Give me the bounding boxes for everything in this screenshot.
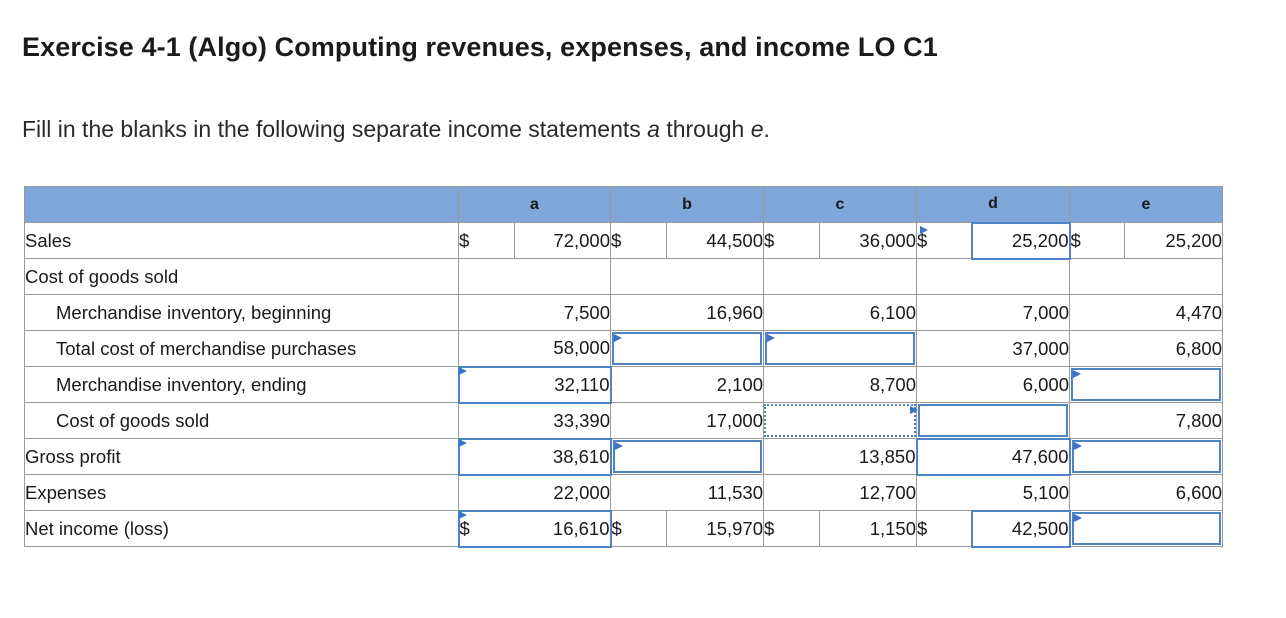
answer-flag-icon [459,367,467,375]
input-gross-profit-b[interactable] [611,439,764,475]
cell-inv-begin-b: 16,960 [611,295,764,331]
currency-sign: $ [611,511,667,547]
row-label: Merchandise inventory, beginning [25,295,459,331]
cell-purchases-e: 6,800 [1070,331,1223,367]
currency-sign: $ [611,223,667,259]
income-statements-table [24,186,1223,548]
row-label: Sales [25,223,459,259]
cell-gross-profit-c: 13,850 [764,439,917,475]
header-row [25,187,1223,223]
currency-sign: $ [917,511,972,547]
answer-flag-icon [614,334,622,342]
cell-inv-begin-c: 6,100 [764,295,917,331]
cell-inv-end-d: 6,000 [917,367,1070,403]
answer-flag-icon [1074,442,1082,450]
column-header-b: b [611,187,764,223]
row-inventory-beginning [25,295,1223,331]
cell-net-income-c: 1,150 [820,511,917,547]
cell-net-income-b: 15,970 [667,511,764,547]
cell-gross-profit-d[interactable]: 47,600 [917,439,1070,475]
answer-flag-icon [615,442,623,450]
cell-cogs-e: 7,800 [1070,403,1223,439]
cell-sales-a: 72,000 [515,223,611,259]
input-inv-end-e[interactable] [1070,367,1223,403]
input-gross-profit-e[interactable] [1070,439,1223,475]
cell-sales-c: 36,000 [820,223,917,259]
cell-expenses-e: 6,600 [1070,475,1223,511]
row-sales [25,223,1223,259]
cell-inv-end-c: 8,700 [764,367,917,403]
cell-cogs-b: 17,000 [611,403,764,439]
cell-expenses-d: 5,100 [917,475,1070,511]
currency-sign: $ [1070,223,1125,259]
answer-flag-icon [459,511,467,519]
row-label: Cost of goods sold [25,259,459,295]
row-label: Total cost of merchandise purchases [25,331,459,367]
cell-expenses-a: 22,000 [459,475,611,511]
cell-net-income-d[interactable]: 42,500 [972,511,1070,547]
row-net-income [25,511,1223,547]
input-purchases-c[interactable] [764,331,917,367]
input-cogs-d[interactable] [917,403,1070,439]
row-expenses [25,475,1223,511]
cell-cogs-a: 33,390 [459,403,611,439]
column-header-d: d [917,187,1070,223]
row-inventory-ending [25,367,1223,403]
input-cogs-c[interactable] [764,403,917,439]
column-header-e: e [1070,187,1223,223]
cell-sales-d[interactable]: 25,200 [972,223,1070,259]
cell-inv-end-b: 2,100 [611,367,764,403]
answer-flag-icon [459,439,467,447]
row-label: Net income (loss) [25,511,459,547]
page-title: Exercise 4-1 (Algo) Computing revenues, expenses, and income LO C1 [22,32,938,62]
answer-flag-icon [1073,370,1081,378]
currency-sign: $ [764,511,820,547]
cell-sales-b: 44,500 [667,223,764,259]
row-gross-profit [25,439,1223,475]
input-purchases-b[interactable] [611,331,764,367]
cell-purchases-d: 37,000 [917,331,1070,367]
answer-flag-icon [1074,514,1082,522]
currency-sign: $ [917,223,972,259]
header-label-cell [25,187,459,223]
cell-expenses-b: 11,530 [611,475,764,511]
row-cogs-header [25,259,1223,295]
row-label: Merchandise inventory, ending [25,367,459,403]
cell-gross-profit-a[interactable]: 38,610 [459,439,611,475]
column-header-c: c [764,187,917,223]
answer-flag-icon [767,334,775,342]
cell-expenses-c: 12,700 [764,475,917,511]
cell-inv-begin-d: 7,000 [917,295,1070,331]
cell-net-income-a[interactable]: 16,610 [515,511,611,547]
input-net-income-e[interactable] [1070,511,1223,547]
cell-inv-begin-a: 7,500 [459,295,611,331]
instructions: Fill in the blanks in the following separate income statements a through e. [22,116,770,142]
cell-inv-begin-e: 4,470 [1070,295,1223,331]
row-label: Gross profit [25,439,459,475]
row-cogs [25,403,1223,439]
currency-sign: $ [459,511,515,547]
column-header-a: a [459,187,611,223]
row-purchases [25,331,1223,367]
currency-sign: $ [459,223,515,259]
row-label: Expenses [25,475,459,511]
cell-inv-end-a[interactable]: 32,110 [459,367,611,403]
cell-sales-e: 25,200 [1125,223,1223,259]
cell-purchases-a: 58,000 [459,331,611,367]
answer-flag-icon [920,226,928,234]
currency-sign: $ [764,223,820,259]
row-label: Cost of goods sold [25,403,459,439]
